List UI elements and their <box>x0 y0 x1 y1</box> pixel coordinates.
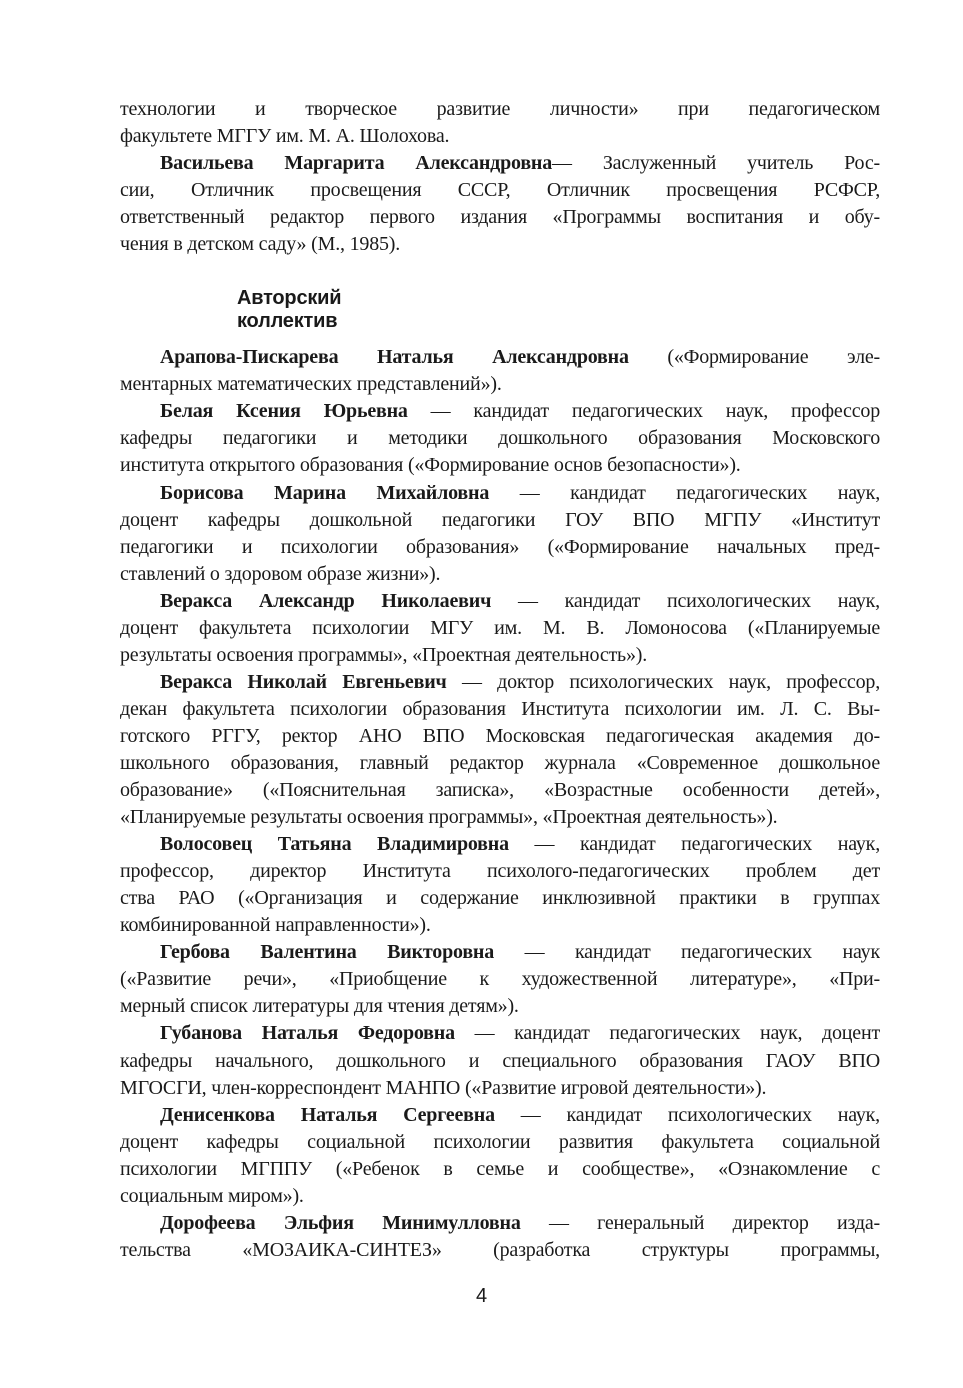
line-text: образование» («Пояснительная записка», «Возрастные особенности детей», <box>120 779 880 802</box>
section-heading <box>237 287 880 333</box>
author-name: Гербова Валентина Викторовна <box>160 941 495 964</box>
text-line <box>120 1183 880 1210</box>
paragraph <box>120 669 880 831</box>
author-name: Волосовец Татьяна Владимировна <box>160 833 509 856</box>
text-line <box>120 150 880 177</box>
text-line <box>120 1129 880 1156</box>
text-line <box>120 344 880 371</box>
text-line <box>120 534 880 561</box>
text-line <box>120 204 880 231</box>
author-name: Денисенкова Наталья Сергеевна <box>160 1103 495 1126</box>
line-text: декан факультета психологии образования Института психологии им. Л. С. Вы- <box>120 697 880 720</box>
text-line <box>120 425 880 452</box>
author-name: Арапова-Пискарева Наталья Александровна <box>160 346 629 369</box>
text-line <box>120 1210 880 1237</box>
text-line <box>120 1075 880 1102</box>
heading-line: коллектив <box>237 310 338 333</box>
paragraph <box>120 831 880 939</box>
text-line <box>120 1020 880 1047</box>
line-text: института открытого образования («Формирование основ безопасности»). <box>120 454 741 477</box>
line-text: — кандидат психологических наук, <box>491 589 880 612</box>
text-line <box>120 561 880 588</box>
line-text: — кандидат педагогических наук <box>494 941 880 964</box>
text-line <box>120 723 880 750</box>
text-line <box>120 96 880 123</box>
author-name: Веракса Александр Николаевич <box>160 589 492 612</box>
paragraph <box>120 480 880 588</box>
line-text: кафедры начального, дошкольного и специального образования ГАОУ ВПО <box>120 1049 880 1072</box>
text-line <box>120 993 880 1020</box>
line-text: технологии и творческое развитие личности» при педагогическом <box>120 98 880 120</box>
paragraph <box>120 96 880 150</box>
line-text: («Формирование эле- <box>628 346 880 369</box>
line-text: тельства «МОЗАИКА-СИНТЕЗ» (разработка структуры программы, <box>120 1238 880 1261</box>
author-name: Белая Ксения Юрьевна <box>160 400 408 423</box>
intro-section <box>120 96 880 258</box>
line-text: комбинированной направленности»). <box>120 914 431 937</box>
paragraph <box>120 398 880 479</box>
line-text: педагогики и психологии образования» («Формирование начальных пред- <box>120 535 880 558</box>
paragraph <box>120 1102 880 1210</box>
line-text: доцент факультета психологии МГУ им. М. В. Ломоносова («Планируемые <box>120 616 880 639</box>
line-text: ментарных математических представлений»). <box>120 373 502 396</box>
document-page <box>120 96 880 1264</box>
author-name: Дорофеева Эльфия Минимулловна <box>160 1211 521 1234</box>
authors-list <box>120 344 880 1264</box>
line-text: профессор, директор Института психолого-педагогических проблем дет <box>120 860 880 883</box>
line-text: «Планируемые результаты освоения программы», «Проектная деятельность»). <box>120 806 778 829</box>
line-text: МГОСГИ, член-корреспондент МАНПО («Развитие игровой деятельности»). <box>120 1076 767 1099</box>
line-text: школьного образования, главный редактор журнала «Современное дошкольное <box>120 751 880 774</box>
line-text: факультете МГГУ им. М. А. Шолохова. <box>120 125 450 148</box>
page-number: 4 <box>475 1285 488 1307</box>
text-line <box>120 939 880 966</box>
text-line <box>120 858 880 885</box>
text-line <box>120 1102 880 1129</box>
line-text: кафедры педагогики и методики дошкольного образования Московского <box>120 427 880 450</box>
text-line <box>120 452 880 479</box>
text-line <box>120 669 880 696</box>
line-text: — доктор психологических наук, профессор, <box>446 670 880 693</box>
line-text: психологии МГППУ («Ребенок в семье и сообществе», «Ознакомление с <box>120 1157 880 1180</box>
text-line <box>120 1237 880 1264</box>
line-text: сии, Отличник просвещения СССР, Отличник просвещения РСФСР, <box>120 179 880 202</box>
line-text: — Заслуженный учитель Рос- <box>552 152 880 175</box>
author-name: Веракса Николай Евгеньевич <box>160 670 447 693</box>
line-text: доцент кафедры дошкольной педагогики ГОУ ВПО МГПУ «Институт <box>120 508 880 531</box>
line-text: результаты освоения программы», «Проектная деятельность»). <box>120 643 648 666</box>
text-line <box>120 750 880 777</box>
text-line <box>120 507 880 534</box>
paragraph <box>120 588 880 669</box>
text-line <box>120 831 880 858</box>
text-line <box>120 885 880 912</box>
line-text: ставлений о здоровом образе жизни»). <box>120 562 441 585</box>
line-text: мерный список литературы для чтения детям»). <box>120 995 519 1018</box>
heading-line: Авторский <box>237 287 342 310</box>
text-line <box>120 231 880 258</box>
line-text: социальным миром»). <box>120 1184 304 1207</box>
text-line <box>120 398 880 425</box>
text-line <box>120 123 880 150</box>
text-line <box>120 696 880 723</box>
line-text: — генеральный директор изда- <box>520 1211 880 1234</box>
author-name: Васильева Маргарита Александровна <box>160 152 553 175</box>
text-line <box>120 615 880 642</box>
line-text: — кандидат педагогических наук, <box>508 833 880 856</box>
author-name: Борисова Марина Михайловна <box>160 481 490 504</box>
line-text: («Развитие речи», «Приобщение к художественной литературе», «При- <box>120 968 880 991</box>
text-line <box>120 1156 880 1183</box>
text-line <box>120 1048 880 1075</box>
paragraph <box>120 1020 880 1101</box>
paragraph <box>120 344 880 398</box>
text-line <box>120 912 880 939</box>
text-line <box>120 966 880 993</box>
text-line <box>120 642 880 669</box>
text-line <box>120 777 880 804</box>
text-line <box>120 371 880 398</box>
line-text: — кандидат педагогических наук, <box>489 481 880 504</box>
author-name: Губанова Наталья Федоровна <box>160 1022 455 1045</box>
line-text: чения в детском саду» (М., 1985). <box>120 233 401 256</box>
line-text: — кандидат психологических наук, <box>494 1103 880 1126</box>
text-line <box>120 480 880 507</box>
text-line <box>120 588 880 615</box>
line-text: ства РАО («Организация и содержание инклюзивной практики в группах <box>120 887 880 910</box>
line-text: — кандидат педагогических наук, доцент <box>454 1022 880 1045</box>
line-text: ответственный редактор первого издания «Программы воспитания и обу- <box>120 206 880 229</box>
paragraph <box>120 939 880 1020</box>
line-text: готского РГГУ, ректор АНО ВПО Московская педагогическая академия до- <box>120 724 880 747</box>
text-line <box>120 177 880 204</box>
line-text: доцент кафедры социальной психологии развития факультета социальной <box>120 1130 880 1153</box>
paragraph <box>120 1210 880 1264</box>
paragraph <box>120 150 880 258</box>
text-line <box>120 804 880 831</box>
line-text: — кандидат педагогических наук, профессор <box>407 400 880 423</box>
